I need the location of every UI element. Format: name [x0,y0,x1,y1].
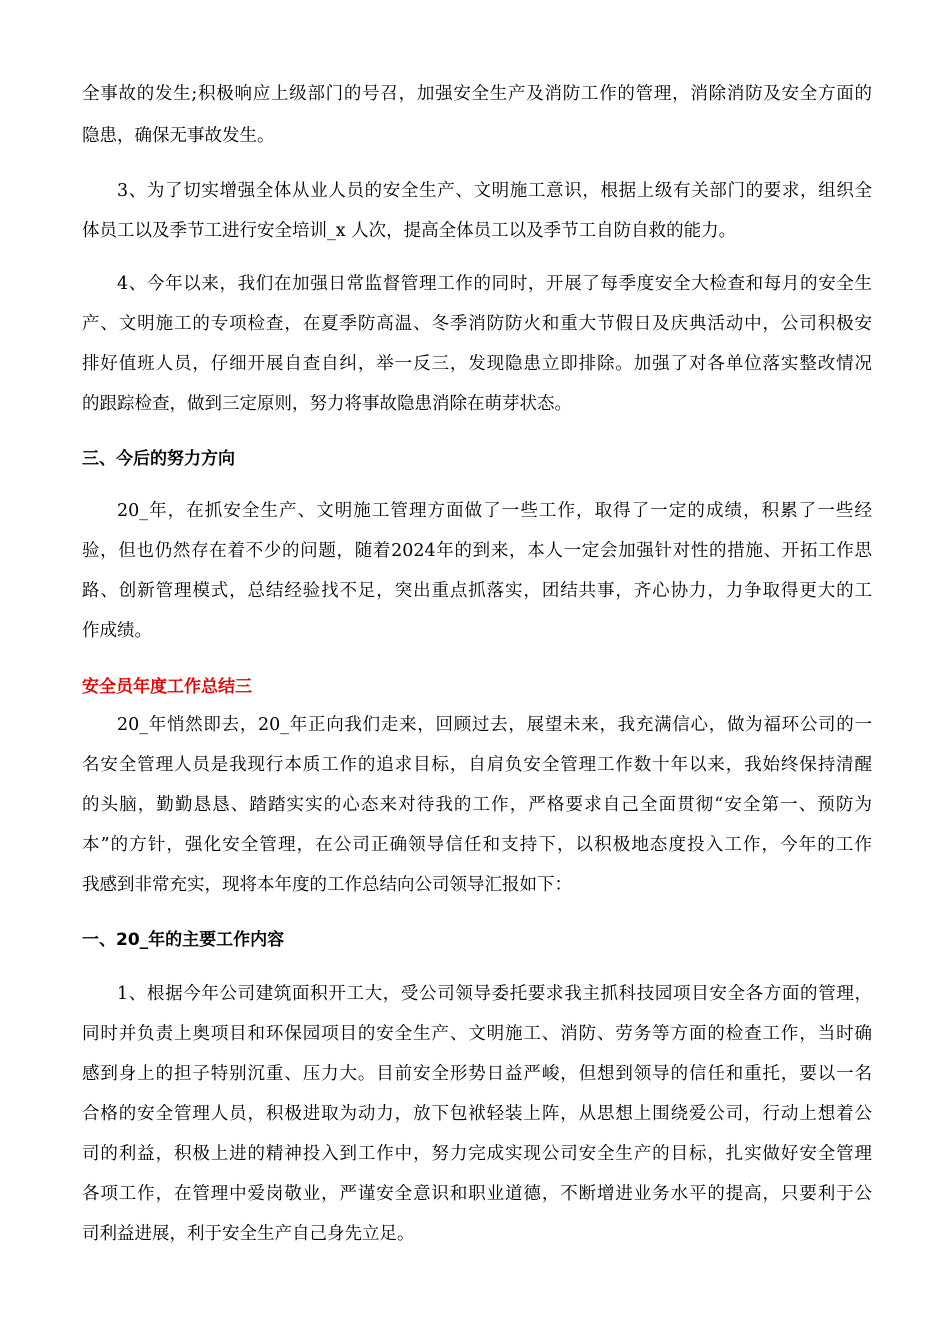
text-line: 验，但也仍然存在着不少的问题，随着2024年的到来，本人一定会加强针对性的措施、开拓工作思 [82,541,872,561]
text-line: 3、为了切实增强全体从业人员的安全生产、文明施工意识，根据上级有关部门的要求，组织全 [117,181,872,201]
text-line: 20_年，在抓安全生产、文明施工管理方面做了一些工作，取得了一定的成绩，积累了一些经 [117,501,872,521]
text-line: 体员工以及季节工进行安全培训_x 人次，提高全体员工以及季节工自防自救的能力。 [82,221,737,241]
text-line: 我感到非常充实，现将本年度的工作总结向公司领导汇报如下： [82,875,572,895]
text-line: 20_年悄然即去，20_年正向我们走来，回顾过去，展望未来，我充满信心，做为福环公司的一 [117,715,872,735]
text-line: 司利益进展，利于安全生产自己身先立足。 [82,1224,415,1244]
text-line: 本”的方针，强化安全管理，在公司正确领导信任和支持下，以积极地态度投入工作，今年的工作 [82,835,872,855]
text-line: 感到身上的担子特别沉重、压力大。目前安全形势日益严峻，但想到领导的信任和重托，要以一名 [82,1064,872,1084]
text-line: 路、创新管理模式，总结经验找不足，突出重点抓落实，团结共事，齐心协力，力争取得更大的工 [82,581,872,601]
text-line: 4、今年以来，我们在加强日常监督管理工作的同时，开展了每季度安全大检查和每月的安全生 [117,274,872,294]
text-line: 作成绩。 [82,621,152,641]
text-line: 合格的安全管理人员，积极进取为动力，放下包袱轻装上阵，从思想上围绕爱公司，行动上想着公 [82,1104,872,1124]
text-line: 司的利益，积极上进的精神投入到工作中，努力完成实现公司安全生产的目标，扎实做好安全管理 [82,1144,872,1164]
text-line: 各项工作，在管理中爱岗敬业，严谨安全意识和职业道德，不断增进业务水平的提高，只要利于公 [82,1184,872,1204]
text-line: 全事故的发生;积极响应上级部门的号召，加强安全生产及消防工作的管理，消除消防及安全方面的 [82,84,872,104]
text-line: 1、根据今年公司建筑面积开工大，受公司领导委托要求我主抓科技园项目安全各方面的管理， [117,984,872,1004]
article-title: 安全员年度工作总结三 [82,677,252,697]
text-line: 的头脑，勤勤恳恳、踏踏实实的心态来对待我的工作，严格要求自己全面贯彻“安全第一、预防为 [82,795,872,815]
text-line: 隐患，确保无事故发生。 [82,126,275,146]
section-heading: 一、20_年的主要工作内容 [82,930,285,950]
section-heading: 三、今后的努力方向 [82,449,235,469]
text-line: 产、文明施工的专项检查，在夏季防高温、冬季消防防火和重大节假日及庆典活动中，公司积极安 [82,314,872,334]
text-line: 排好值班人员，仔细开展自查自纠，举一反三，发现隐患立即排除。加强了对各单位落实整改情况 [82,354,872,374]
text-line: 的跟踪检查，做到三定原则，努力将事故隐患消除在萌芽状态。 [82,394,572,414]
text-line: 名安全管理人员是我现行本质工作的追求目标，自肩负安全管理工作数十年以来，我始终保持清醒 [82,755,872,775]
text-line: 同时并负责上奥项目和环保园项目的安全生产、文明施工、消防、劳务等方面的检查工作，当时确 [82,1024,872,1044]
